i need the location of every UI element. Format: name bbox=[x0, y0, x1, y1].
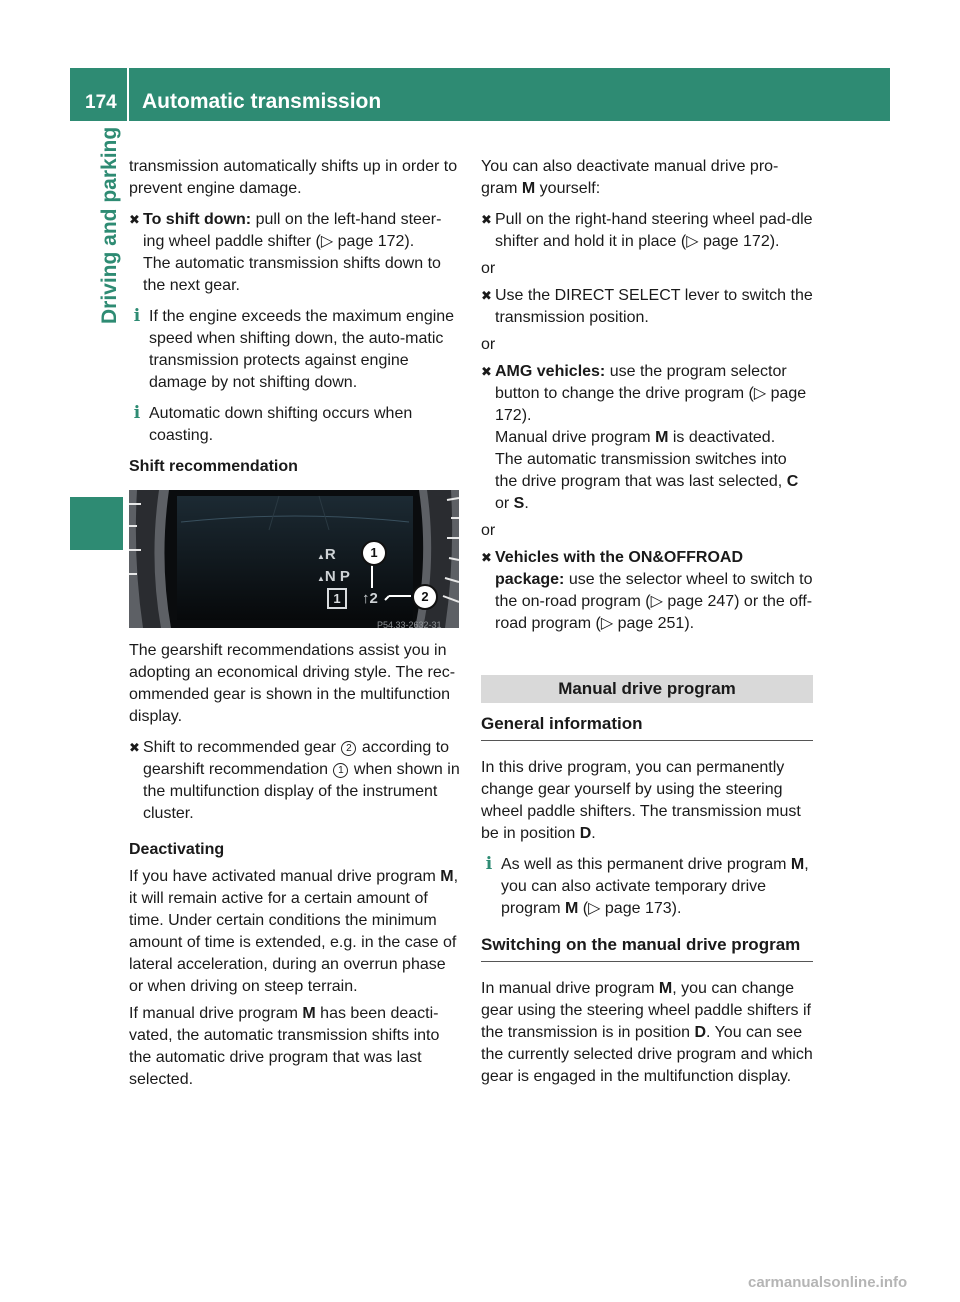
gear-row-mid: ▲N P bbox=[317, 568, 350, 585]
info-text: If the engine exceeds the maximum engine speed when shifting down, the auto-matic transmission protects against engine damage by not shifting down. bbox=[149, 308, 455, 391]
bullet-arrow-icon: ✖ bbox=[129, 740, 140, 755]
bullet-direct-select bbox=[481, 285, 813, 329]
bullet-text: Shift to recommended gear bbox=[143, 739, 341, 756]
info-note bbox=[481, 854, 813, 920]
bullet-onoffroad bbox=[481, 547, 813, 635]
paragraph: In this drive program, you can permanently change gear yourself by using the steering wheel paddle shifters. The transmission must be in position D. bbox=[481, 759, 801, 842]
callout-2 bbox=[412, 584, 438, 610]
or-text: or bbox=[481, 522, 496, 539]
header-divider bbox=[127, 68, 129, 121]
callout-1 bbox=[361, 540, 387, 566]
cluster-figure bbox=[129, 490, 459, 628]
page-header bbox=[70, 68, 890, 121]
info-icon: i bbox=[485, 854, 493, 874]
page-ref-icon: ▷ bbox=[650, 593, 663, 610]
paragraph: transmission automatically shifts up in order to prevent engine damage. bbox=[129, 158, 458, 197]
gear-np: N P bbox=[324, 568, 350, 585]
left-column bbox=[129, 156, 461, 1091]
callout-2-number: 2 bbox=[421, 589, 429, 604]
bullet-result: Manual drive program M is deactivated. bbox=[495, 429, 776, 446]
bullet-shift-down bbox=[129, 209, 461, 297]
page-ref-icon: ▷ bbox=[686, 233, 699, 250]
info-note bbox=[129, 403, 461, 447]
or-text: or bbox=[481, 336, 496, 353]
bullet-arrow-icon: ✖ bbox=[481, 288, 492, 303]
paragraph: If you have activated manual drive program M, it will remain active for a certain amount of time. Under certain conditions the minimum amount of time is extended, e.g. in the case of lateral acceleration, during an overrun phase or when driving on steep terrain. bbox=[129, 868, 459, 995]
side-tab-label: Driving and parking bbox=[98, 126, 121, 324]
subsection-heading: Switching on the manual drive program bbox=[481, 934, 813, 962]
bullet-paddle bbox=[481, 209, 813, 253]
page-ref-icon: ▷ bbox=[320, 233, 334, 250]
side-tab-marker bbox=[70, 497, 123, 550]
recommended-gear-text: ↑2 bbox=[362, 590, 378, 607]
side-tab bbox=[70, 127, 123, 1302]
bullet-bold: Vehicles with the ON&OFFROAD package: bbox=[495, 549, 744, 588]
chapter-title: Automatic transmission bbox=[142, 90, 382, 113]
bullet-text: Use the DIRECT SELECT lever to switch the transmission position. bbox=[495, 287, 813, 326]
paragraph: You can also deactivate manual drive pro-gram M yourself: bbox=[481, 158, 779, 197]
gear-r: R bbox=[324, 546, 336, 563]
footer-watermark: carmanualsonline.info bbox=[748, 1274, 908, 1291]
section-heading: Deactivating bbox=[129, 841, 225, 858]
page-number: 174 bbox=[85, 92, 117, 113]
bullet-bold: AMG vehicles: bbox=[495, 363, 606, 380]
bullet-arrow-icon: ✖ bbox=[481, 550, 492, 565]
info-text: As well as this permanent drive program M, you can also activate temporary drive program M (▷ page 173). bbox=[501, 856, 809, 917]
info-icon: i bbox=[133, 306, 141, 326]
paragraph: The gearshift recommendations assist you in adopting an economical driving style. The rec-ommended gear is shown in the multifunction display. bbox=[129, 642, 456, 725]
bullet-result: The automatic transmission switches into the drive program that was last selected, C or S. bbox=[495, 451, 799, 512]
current-gear-number: 1 bbox=[333, 591, 341, 606]
bullet-text: according to gearshift recommendation bbox=[143, 739, 450, 778]
bullet-amg bbox=[481, 361, 813, 515]
callout-ref-2: 2 bbox=[341, 741, 356, 756]
bullet-text: pull on the left-hand steer-ing wheel paddle shifter ( bbox=[143, 211, 442, 250]
page-ref[interactable]: page 247) or the off-road program ( bbox=[495, 593, 813, 632]
right-column bbox=[481, 156, 813, 1088]
bullet-arrow-icon: ✖ bbox=[481, 212, 492, 227]
page-ref[interactable]: page 172). bbox=[495, 385, 807, 424]
or-text: or bbox=[481, 260, 496, 277]
page-ref-icon: ▷ bbox=[753, 385, 767, 402]
bullet-text: use the selector wheel to switch to the on-road program ( bbox=[495, 571, 813, 610]
info-icon: i bbox=[133, 403, 141, 423]
page-ref-icon: ▷ bbox=[600, 615, 614, 632]
section-heading: Shift recommendation bbox=[129, 458, 298, 475]
section-box-title: Manual drive program bbox=[481, 675, 813, 703]
bullet-text: Pull on the right-hand steering wheel pad-dle shifter and hold it in place ( bbox=[495, 211, 813, 250]
bullet-bold: To shift down: bbox=[143, 211, 252, 228]
page-ref[interactable]: page 172). bbox=[337, 233, 415, 250]
bullet-text: when shown in the multifunction display of the instrument cluster. bbox=[143, 761, 460, 822]
bullet-arrow-icon: ✖ bbox=[129, 212, 140, 227]
paragraph: In manual drive program M, you can change gear using the steering wheel paddle shifters if the transmission is in position D. You can see the currently selected drive program and which gear is engaged in the multifunction display. bbox=[481, 980, 813, 1085]
gear-row-top: ▲R bbox=[317, 546, 336, 563]
page-ref-icon: ▷ bbox=[588, 900, 601, 917]
subsection-heading: General information bbox=[481, 713, 813, 741]
paragraph: If manual drive program M has been deacti-vated, the automatic transmission shifts into the automatic drive program that was last selected. bbox=[129, 1005, 440, 1088]
page-ref[interactable]: page 172). bbox=[702, 233, 780, 250]
figure-code: P54.33-2632-31 bbox=[377, 620, 442, 628]
page-ref[interactable]: page 173). bbox=[604, 900, 682, 917]
callout-lines bbox=[129, 490, 459, 628]
info-note bbox=[129, 306, 461, 394]
bullet-arrow-icon: ✖ bbox=[481, 364, 492, 379]
bullet-text: use the program selector button to change the drive program ( bbox=[495, 363, 787, 402]
bullet-shift-recommended bbox=[129, 737, 461, 825]
callout-ref-1: 1 bbox=[333, 763, 348, 778]
page-ref[interactable]: page 251). bbox=[617, 615, 695, 632]
callout-1-number: 1 bbox=[370, 545, 378, 560]
bullet-result: The automatic transmission shifts down to the next gear. bbox=[143, 255, 441, 294]
info-text: Automatic down shifting occurs when coasting. bbox=[149, 405, 413, 444]
